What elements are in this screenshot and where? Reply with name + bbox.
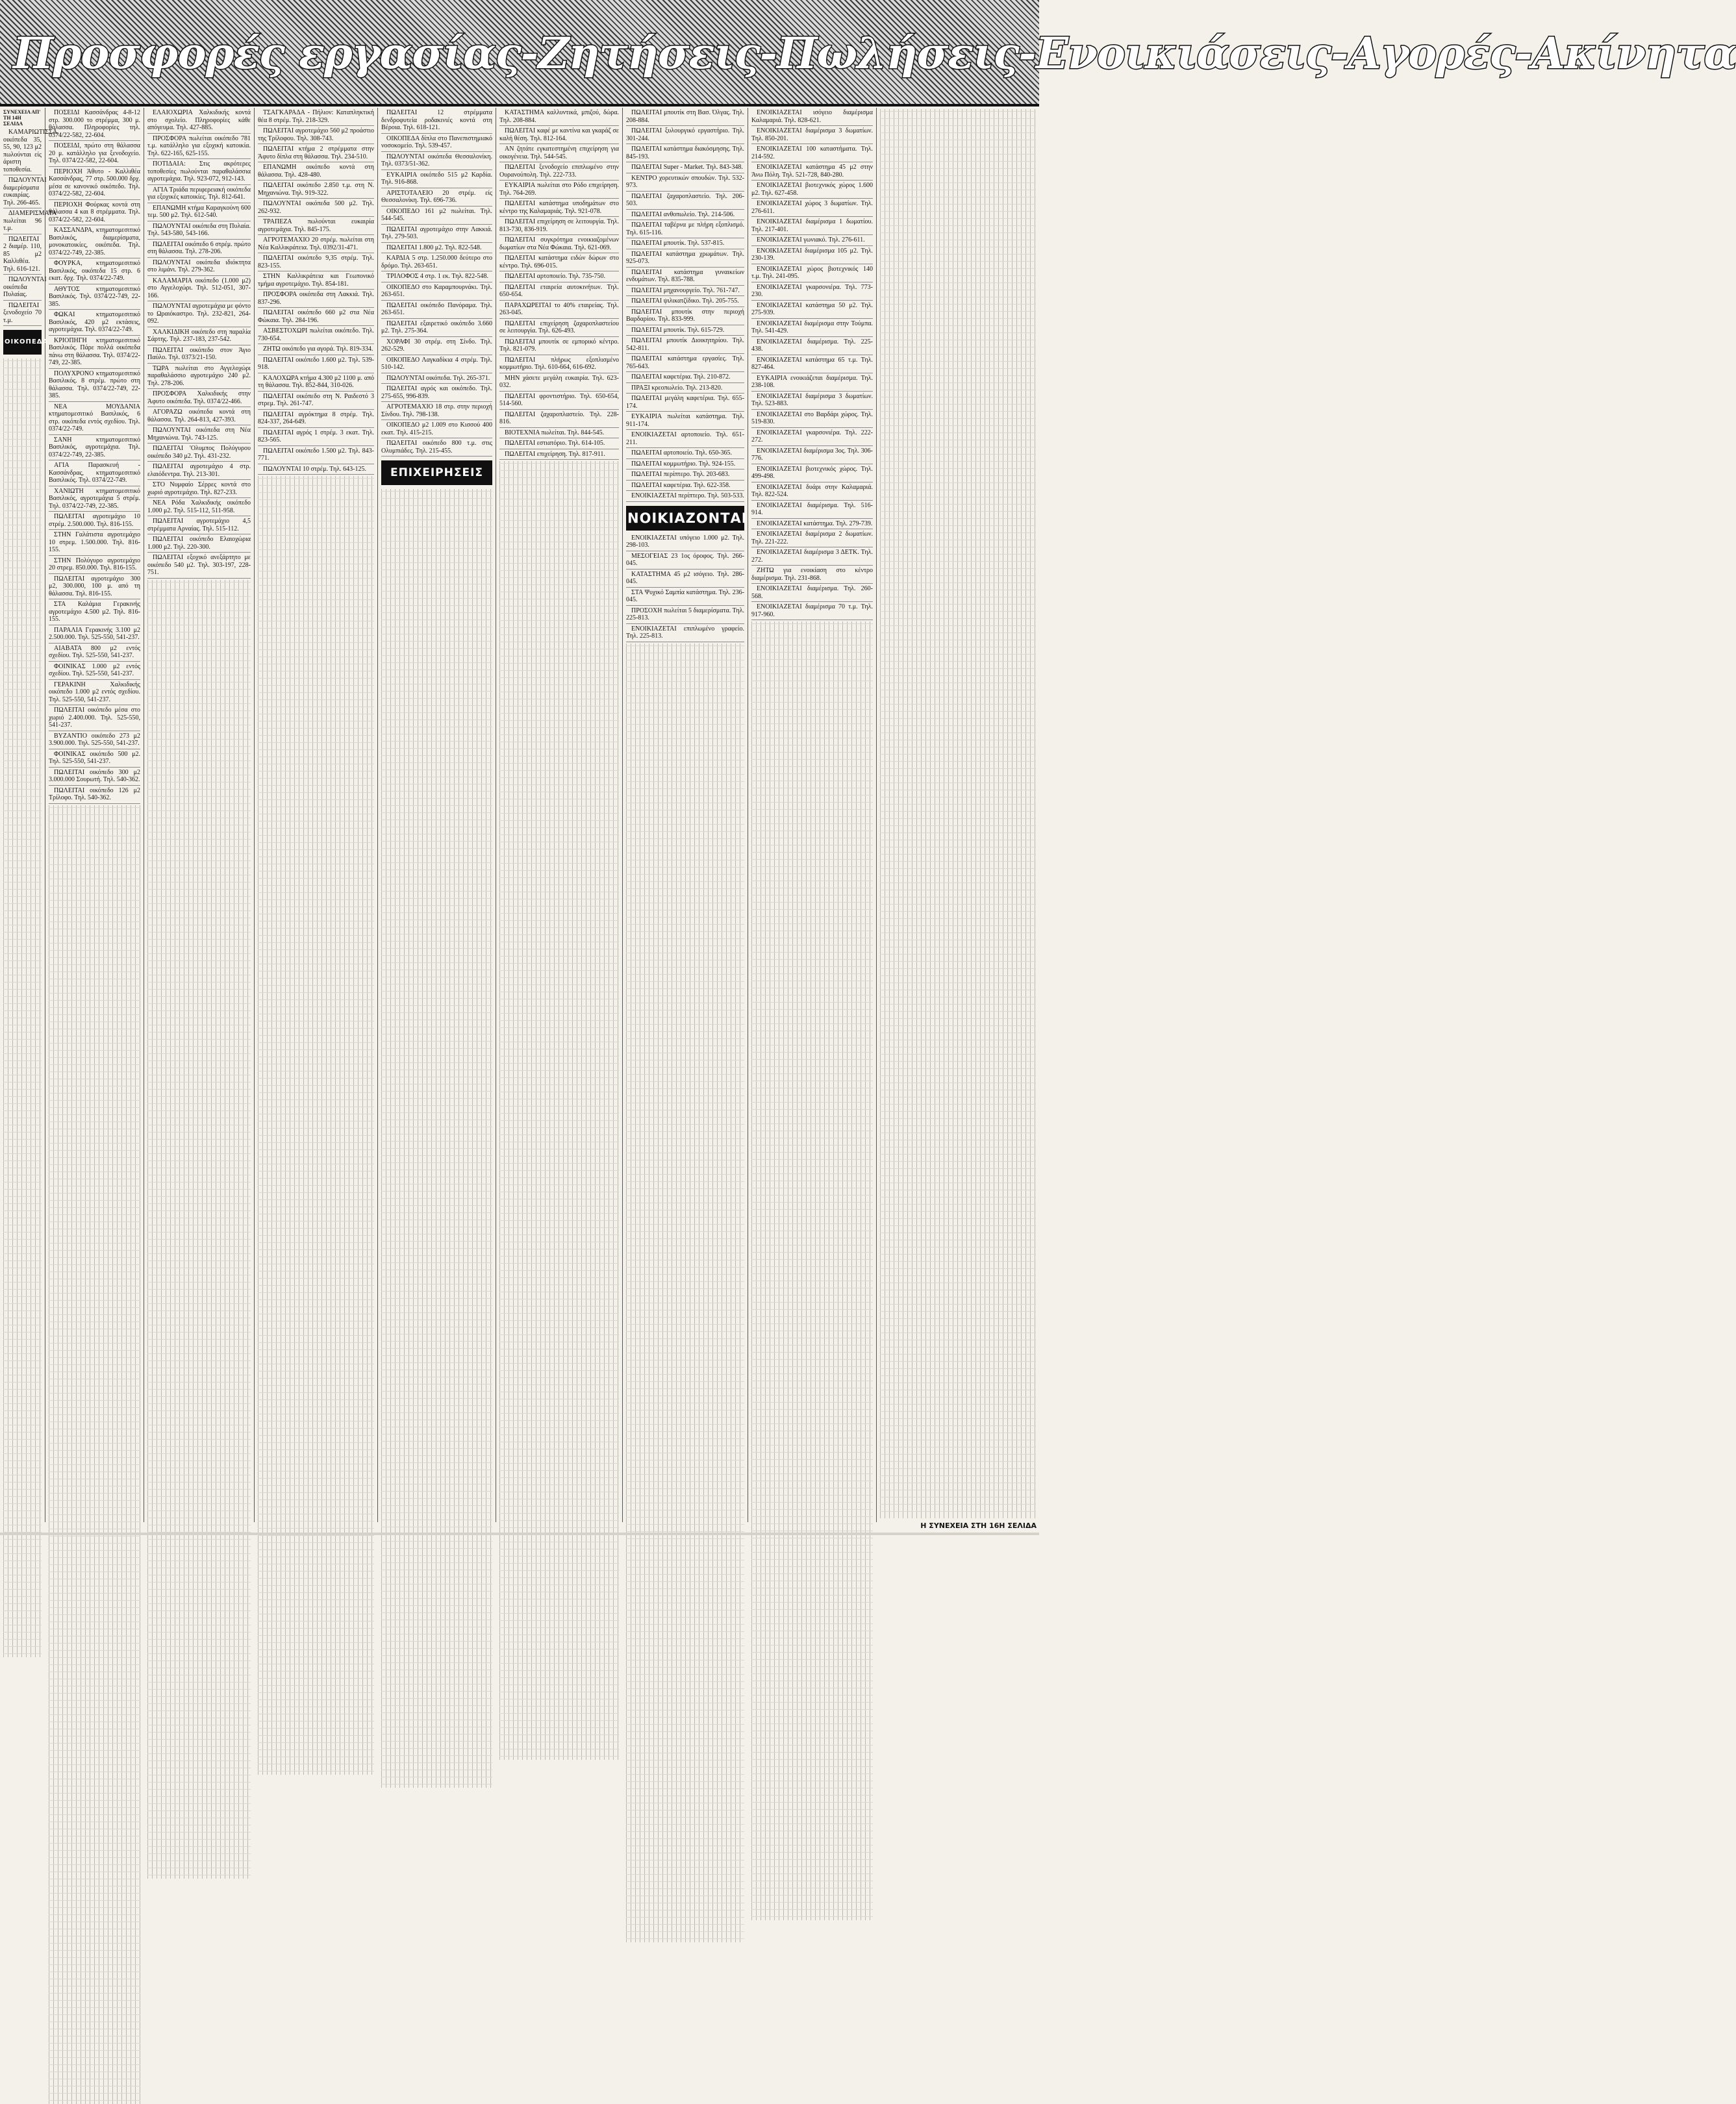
classified-ad: ΠΩΛΕΙΤΑΙ οικόπεδο 300 μ2 3.000.000 Σουρωτή. Τηλ. 540-362. [49, 769, 140, 786]
dense-text-texture [880, 109, 1036, 1518]
classified-ad: ΠΩΛΕΙΤΑΙ 1.800 μ2. Τηλ. 822-548. [381, 244, 492, 254]
classified-ad: ΟΙΚΟΠΕΔΟ μ2 1.009 στο Κισσού 400 εκατ. Τηλ. 415-215. [381, 421, 492, 438]
classified-ad: ΚΡΙΟΠΗΓΗ κτηματομεσιτικό Βασιλικός. Πάρε πολλά οικόπεδα πάνω στη θάλασσα. Τηλ. 0374/22-749, 22-385. [49, 337, 140, 369]
classified-ad: ΠΟΤΙΔΑΙΑ: Στις ακρότερες τοποθεσίες πωλούνται παραθαλάσσια αγροτεμάχια. Τηλ. 923-072, 912-143. [147, 160, 251, 185]
classified-ad: ΜΗΝ χάσετε μεγάλη ευκαιρία. Τηλ. 623-032. [499, 375, 619, 392]
classified-ad: ΕΝΟΙΚΙΑΖΕΤΑΙ γκαρσονιέρα. Τηλ. 773-230. [751, 284, 873, 301]
column-7 [748, 108, 877, 1522]
classified-ad: ΠΩΛΕΙΤΑΙ 2 διαμέρ. 110, 85 μ2 Καλλιθέα. Τηλ. 616-121. [3, 236, 42, 275]
classified-ad: ΣΤΗΝ Καλλικράτεια και Γεωπονικό τμήμα αγροτεμάχιο. Τηλ. 854-181. [258, 273, 374, 290]
classified-ad: ΠΩΛΟΥΝΤΑΙ διαμερίσματα ευκαιρίας. Τηλ. 266-465. [3, 177, 42, 208]
classified-ad: ΟΙΚΟΠΕΔΑ δίπλα στο Πανεπιστημιακό νοσοκομείο. Τηλ. 539-457. [381, 135, 492, 152]
classified-ad: ΠΩΛΕΙΤΑΙ ανθοπωλείο. Τηλ. 214-506. [626, 211, 744, 221]
classified-ad: ΕΝΟΙΚΙΑΖΕΤΑΙ διαμέρισμα 70 τ.μ. Τηλ. 917-960. [751, 603, 873, 620]
continued-to-label: Η ΣΥΝΕΧΕΙΑ ΣΤΗ 16Η ΣΕΛΙΔΑ [920, 1522, 1037, 1530]
column-6 [623, 108, 748, 1522]
classified-ad: ΠΩΛΕΙΤΑΙ μπουτίκ στην περιοχή Βαρδαρίου. Τηλ. 833-999. [626, 308, 744, 325]
classified-ad: ΕΝΟΙΚΙΑΖΕΤΑΙ διαμέρισμα. Τηλ. 225-438. [751, 338, 873, 355]
classified-ad: ΠΑΡΑΧΩΡΕΙΤΑΙ το 40% εταιρείας. Τηλ. 263-045. [499, 302, 619, 319]
classified-ad: ΠΩΛΕΙΤΑΙ οικόπεδο 660 μ2 στα Νέα Φώκαια. Τηλ. 284-196. [258, 309, 374, 326]
classified-ad: ΕΝΟΙΚΙΑΖΕΤΑΙ βιοτεχνικός χώρος 1.600 μ2. Τηλ. 627-458. [751, 182, 873, 199]
column-4 [378, 108, 496, 1522]
column-8-overflow [877, 108, 1039, 1522]
classified-ad: ΕΝΟΙΚΙΑΖΕΤΑΙ αρτοποιείο. Τηλ. 651-211. [626, 431, 744, 448]
classified-ad: ΠΩΛΕΙΤΑΙ οικόπεδο στη Ν. Ραιδεστό 3 στρεμ. Τηλ. 261-747. [258, 393, 374, 410]
classified-ad: ΕΝΟΙΚΙΑΖΕΤΑΙ διαμέρισμα 1 δωματίου. Τηλ. 217-401. [751, 218, 873, 235]
dense-text-texture [499, 461, 619, 1760]
classified-ad: ΑΓΡΟΤΕΜΑΧΙΟ 18 στρ. στην περιοχή Σίνδου. Τηλ. 798-138. [381, 403, 492, 420]
classified-ad: ΠΩΛΕΙΤΑΙ κατάστημα εργασίες. Τηλ. 765-643. [626, 355, 744, 372]
classified-ad: ΕΝΟΙΚΙΑΖΕΤΑΙ διαμέρισμα. Τηλ. 516-914. [751, 502, 873, 519]
column-3 [255, 108, 378, 1522]
classified-ad: ΠΩΛΕΙΤΑΙ καφέ με καντίνα και γκαράζ σε καλή θέση. Τηλ. 812-164. [499, 127, 619, 144]
classified-ad: ΕΝΟΙΚΙΑΖΕΤΑΙ κατάστημα. Τηλ. 279-739. [751, 520, 873, 530]
classified-ad: ΠΩΛΕΙΤΑΙ κατάστημα διακόσμησης. Τηλ. 845-193. [626, 145, 744, 162]
classified-ad: ΕΠΑΝΩΜΗ οικόπεδο κοντά στη θάλασσα. Τηλ. 428-480. [258, 164, 374, 181]
column-1 [45, 108, 144, 1522]
classified-ad: ΣΤΟ Νυμφαίο Σέρρες κοντά στο χωριό αγροτεμάχιο. Τηλ. 827-233. [147, 481, 251, 498]
classified-ad: ΠΩΛΕΙΤΑΙ οικόπεδο στον Άγιο Παύλο. Τηλ. 0373/21-150. [147, 347, 251, 364]
classified-ad: ΒΙΟΤΕΧΝΙΑ πωλείται. Τηλ. 844-545. [499, 429, 619, 439]
classified-ad: ΕΝΟΙΚΙΑΖΕΤΑΙ διαμέρισμα 3 δωματίων. Τηλ. 850-201. [751, 127, 873, 144]
section-heading-plots: ΟΙΚΟΠΕΔΑ [3, 330, 42, 355]
dense-text-texture [381, 489, 492, 1788]
classified-ad: ΑΓΡΟΤΕΜΑΧΙΟ 20 στρέμ. πωλείται στη Νέα Καλλικράτεια. Τηλ. 0392/31-471. [258, 236, 374, 253]
classified-ad: ΕΝΟΙΚΙΑΖΕΤΑΙ γκαρσονιέρα. Τηλ. 222-272. [751, 429, 873, 446]
classified-ad: ΟΙΚΟΠΕΔΟ 161 μ2 πωλείται. Τηλ. 544-545. [381, 208, 492, 225]
classified-ad: ΚΑΣΣΑΝΔΡΑ, κτηματομεσιτικό Βασιλικός, διαμερίσματα, μονοκατοικίες, οικόπεδα. Τηλ. 0374/22-749, 22-385. [49, 227, 140, 258]
classified-ad: ΠΩΛΕΙΤΑΙ μπουτίκ Διοικητηρίου. Τηλ. 542-811. [626, 337, 744, 354]
classified-ad: ΚΑΤΑΣΤΗΜΑ καλλυντικά, μπιζού, δώρα. Τηλ. 208-884. [499, 109, 619, 126]
classified-ad: ΓΕΡΑΚΙΝΗ Χαλκιδικής οικόπεδο 1.000 μ2 εντός σχεδίου. Τηλ. 525-550, 541-237. [49, 681, 140, 706]
classified-ad: ΣΑΝΗ κτηματομεσιτικό Βασιλικός, αγροτεμάχια. Τηλ. 0374/22-749, 22-385. [49, 436, 140, 461]
dense-text-texture [626, 644, 744, 1942]
classified-ad: ΠΩΛΕΙΤΑΙ μπουτίκ. Τηλ. 537-815. [626, 240, 744, 249]
classified-ad: ΕΝΟΙΚΙΑΖΕΤΑΙ χώρος 3 δωματίων. Τηλ. 276-611. [751, 200, 873, 217]
classified-ad: ΠΩΛΕΙΤΑΙ μεγάλη καφετέρια. Τηλ. 655-174. [626, 395, 744, 412]
classified-ad: ΖΗΤΩ για ενοικίαση στο κέντρο διαμέρισμα. Τηλ. 231-868. [751, 567, 873, 584]
classified-ad: ΠΩΛΕΙΤΑΙ επιχείρηση σε λειτουργία. Τηλ. 813-730, 836-919. [499, 218, 619, 235]
classified-ad: ΠΩΛΕΙΤΑΙ μηχανουργείο. Τηλ. 761-747. [626, 287, 744, 297]
classified-ad: ΤΡΑΠΕΖΑ πωλούνται ευκαιρία αγροτεμάχια. Τηλ. 845-175. [258, 218, 374, 235]
classified-ad: ΠΩΛΕΙΤΑΙ περίπτερο. Τηλ. 203-683. [626, 471, 744, 481]
classified-ad: ΤΣΑΓΚΑΡΑΔΑ - Πήλιον: Καταπληκτική θέα 8 στρέμ. Τηλ. 218-329. [258, 109, 374, 126]
classified-ad: ΠΩΛΟΥΝΤΑΙ οικόπεδα. Τηλ. 265-371. [381, 375, 492, 384]
classified-ad: ΝΕΑ ΜΟΥΔΑΝΙΑ κτηματομεσιτικό Βασιλικός, 6 στρ. οικόπεδα εντός σχεδίου. Τηλ. 0374/22-749. [49, 403, 140, 435]
classified-ad: ΠΩΛΟΥΝΤΑΙ αγροτεμάχια με φόντο το Ωραιόκαστρο. Τηλ. 232-821, 264-092. [147, 303, 251, 327]
classified-ad: ΟΙΚΟΠΕΔΟ Λαγκαδίκια 4 στρέμ. Τηλ. 510-142. [381, 357, 492, 373]
classified-ad: ΠΟΣΕΙΔΙ Κασσάνδρας 4-8-12 στρ. 300.000 το στρέμμα, 300 μ. θάλασσα. Πληροφορίες τηλ. 0374/22-582, 22-604. [49, 109, 140, 141]
classified-ad: ΠΩΛΕΙΤΑΙ αγροτεμάχιο 10 στρέμ. 2.500.000. Τηλ. 816-155. [49, 513, 140, 530]
classified-ad: ΠΡΟΣΟΧΗ πωλείται 5 διαμερίσματα. Τηλ. 225-813. [626, 607, 744, 624]
classified-ad: ΕΝΟΙΚΙΑΖΕΤΑΙ περίπτερο. Τηλ. 503-533. [626, 492, 744, 502]
classified-ad: ΟΙΚΟΠΕΔΟ στο Καραμπουρνάκι. Τηλ. 263-651. [381, 284, 492, 301]
classified-ad: ΠΩΛΕΙΤΑΙ 'Ολυμπος Πολύγυρου οικόπεδο 340 μ2. Τηλ. 431-232. [147, 445, 251, 462]
classified-ad: ΑΓΙΑ Παρασκευή - Κασσάνδρας, κτηματομεσιτικό Βασιλικός. Τηλ. 0374/22-749. [49, 462, 140, 486]
classified-ad: ΠΟΣΕΙΔΙ, πρώτο στη θάλασσα 20 μ. κατάλληλο για ξενοδοχείο. Τηλ. 0374/22-582, 22-604. [49, 142, 140, 167]
classified-ad: ΑΓΙΑ Τριάδα περιφερειακή οικόπεδα για εξοχικές κατοικίες. Τηλ. 812-641. [147, 186, 251, 203]
classified-ad: ΠΩΛΕΙΤΑΙ οικόπεδο 9,35 στρέμ. Τηλ. 823-155. [258, 255, 374, 271]
classified-ad: ΠΩΛΕΙΤΑΙ επιχείρηση. Τηλ. 817-911. [499, 451, 619, 460]
classified-ad: ΠΡΑΞΙ κρεοπωλείο. Τηλ. 213-820. [626, 384, 744, 394]
classified-ad: ΠΩΛΟΥΝΤΑΙ οικόπεδα Θεσσαλονίκη. Τηλ. 0373/51-362. [381, 153, 492, 170]
classified-ad: ΚΑΤΑΣΤΗΜΑ 45 μ2 ισόγειο. Τηλ. 286-045. [626, 571, 744, 588]
classified-ad: ΠΩΛΕΙΤΑΙ μπουτίκ σε εμπορικό κέντρο. Τηλ. 821-079. [499, 338, 619, 355]
classified-ad: ΠΩΛΕΙΤΑΙ κομμωτήριο. Τηλ. 924-155. [626, 460, 744, 470]
classified-ad: ΕΝΟΙΚΙΑΖΕΤΑΙ διαμέρισμα στην Τούμπα. Τηλ. 541-429. [751, 320, 873, 337]
classified-ad: ΚΑΡΔΙΑ 5 στρ. 1.250.000 δεύτερο στο δρόμο. Τηλ. 263-651. [381, 255, 492, 271]
classified-ad: ΒΥΖΑΝΤΙΟ οικόπεδο 273 μ2 3.900.000. Τηλ. 525-550, 541-237. [49, 733, 140, 749]
classified-ad: ΕΝΟΙΚΙΑΖΕΤΑΙ κατάστημα 65 τ.μ. Τηλ. 827-464. [751, 357, 873, 373]
classified-ad: ΑΡΙΣΤΟΤΑΛΕΙΟ 20 στρέμ. είς Θεσσαλονίκη. Τηλ. 696-736. [381, 190, 492, 207]
classified-ad: ΠΩΛΕΙΤΑΙ αρτοποιείο. Τηλ. 735-750. [499, 273, 619, 282]
classified-ad: ΕΝΟΙΚΙΑΖΕΤΑΙ διαμέρισμα. Τηλ. 260-568. [751, 585, 873, 602]
classified-ad: ΠΩΛΕΙΤΑΙ μπουτίκ στη Βασ. Όλγας. Τηλ. 208-884. [626, 109, 744, 126]
continued-from-label: ΣΥΝΕΧΕΙΑ ΑΠ' ΤΗ 14Η ΣΕΛΙΔΑ [3, 109, 41, 127]
classified-ad: ΠΩΛΕΙΤΑΙ αρτοποιείο. Τηλ. 650-365. [626, 449, 744, 459]
classified-ad: ΠΩΛΕΙΤΑΙ αγροτεμάχιο 300 μ2, 300.000, 100 μ. από τη θάλασσα. Τηλ. 816-155. [49, 575, 140, 600]
classified-ad: ΠΩΛΟΥΝΤΑΙ οικόπεδα στη Πυλαία. Τηλ. 543-580, 543-166. [147, 223, 251, 240]
classified-ad: ΠΩΛΕΙΤΑΙ οικόπεδο 1.600 μ2. Τηλ. 539-918. [258, 357, 374, 373]
classified-ad: ΠΩΛΕΙΤΑΙ κτήμα 2 στρέμματα στην Άφυτο δίπλα στη θάλασσα. Τηλ. 234-510. [258, 145, 374, 162]
classified-ad: ΠΩΛΕΙΤΑΙ αγροτεμάχιο 4,5 στρέμματα Αρναίας. Τηλ. 515-112. [147, 518, 251, 534]
classified-ad: ΧΑΝΙΩΤΗ κτηματομεσιτικό Βασιλικός, αγροτεμάχια 5 στρέμ. Τηλ. 0374/22-749, 22-385. [49, 488, 140, 512]
classified-ad: ΠΩΛΕΙΤΑΙ αγρόκτημα 8 στρέμ. Τηλ. 824-337, 264-649. [258, 411, 374, 428]
classified-ad: ΠΩΛΕΙΤΑΙ κατάστημα υποδημάτων στο κέντρο της Καλαμαριάς. Τηλ. 921-078. [499, 200, 619, 217]
classified-ad: ΠΩΛΟΥΝΤΑΙ οικόπεδα ιδιόκτητα στο λιμάνι. Τηλ. 279-362. [147, 259, 251, 276]
classified-ad: ΠΩΛΕΙΤΑΙ μπουτίκ. Τηλ. 615-729. [626, 327, 744, 336]
classified-ad: ΤΩΡΑ πωλείται στο Αγγελοχώρι παραθαλάσσιο αγροτεμάχιο 240 μ2. Τηλ. 278-206. [147, 365, 251, 390]
dense-text-texture [147, 580, 251, 1879]
classifieds-columns [0, 108, 1039, 1522]
page-bottom-margin [0, 1533, 1039, 1535]
classified-ad: ΠΩΛΕΙΤΑΙ ζαχαροπλαστείο. Τηλ. 228-816. [499, 411, 619, 428]
classified-ad: ΠΩΛΕΙΤΑΙ οικόπεδο 126 μ2 Τρίλοφο. Τηλ. 540-362. [49, 787, 140, 804]
classified-ad: ΠΩΛΕΙΤΑΙ 12 στρέμματα δενδροφυτεία ροδακινιές κοντά στη Βέροια. Τηλ. 618-121. [381, 109, 492, 134]
classified-ad: ΠΩΛΕΙΤΑΙ ταβέρνα με πλήρη εξοπλισμό. Τηλ. 615-116. [626, 221, 744, 238]
classified-ad: ΠΩΛΕΙΤΑΙ αγροτεμάχιο 4 στρ. ελαιόδεντρα. Τηλ. 213-301. [147, 463, 251, 480]
classified-ad: ΕΝΟΙΚΙΑΖΕΤΑΙ ισόγειο διαμέρισμα Καλαμαριά. Τηλ. 828-621. [751, 109, 873, 126]
classified-ad: ΝΕΑ Ρόδα Χαλκιδικής οικόπεδο 1.000 μ2. Τηλ. 515-112, 511-958. [147, 499, 251, 516]
classified-ad: ΔΙΑΜΕΡΙΣΜΑΤΑ πωλείται 96 τ.μ. [3, 210, 42, 234]
classified-ad: ΕΝΟΙΚΙΑΖΕΤΑΙ χώρος βιοτεχνικός 140 τ.μ. Τηλ. 241-095. [751, 266, 873, 282]
classified-ad: ΕΝΟΙΚΙΑΖΕΤΑΙ διαμέρισμα 3 ΔΕΤΚ. Τηλ. 272. [751, 549, 873, 566]
classified-ad: ΕΝΟΙΚΙΑΖΕΤΑΙ διαμέρισμα 105 μ2. Τηλ. 230-139. [751, 247, 873, 264]
classified-ad: ΣΤΗΝ Πολύγυρο αγροτεμάχιο 20 στρεμ. 850.000. Τηλ. 816-155. [49, 557, 140, 574]
column-2 [144, 108, 255, 1522]
classified-ad: ΠΡΟΣΦΟΡΑ πωλείται οικόπεδο 781 τ.μ. κατάλληλο για εξοχική κατοικία. Τηλ. 622-165, 625-155. [147, 135, 251, 160]
classified-ad: ΖΗΤΩ οικόπεδο για αγορά. Τηλ. 819-334. [258, 345, 374, 355]
classified-ad: ΠΩΛΕΙΤΑΙ φροντιστήριο. Τηλ. 650-654, 514-560. [499, 393, 619, 410]
classified-ad: ΠΩΛΕΙΤΑΙ αγροτεμάχιο 560 μ2 προάστιο της Τρίλοφου. Τηλ. 308-743. [258, 127, 374, 144]
classified-ad: ΦΟΥΡΚΑ, κτηματομεσιτικό Βασιλικός, οικόπεδα 15 στρ. 6 εκατ. δρχ. Τηλ. 0374/22-749. [49, 260, 140, 284]
classified-ad: ΠΩΛΕΙΤΑΙ ξενοδοχείο επιπλωμένο στην Ουρανούπολη. Τηλ. 222-733. [499, 164, 619, 181]
classified-ad: ΦΟΙΝΙΚΑΣ οικόπεδο 500 μ2. Τηλ. 525-550, 541-237. [49, 751, 140, 768]
classified-ad: ΕΝΟΙΚΙΑΖΕΤΑΙ κατάστημα 50 μ2. Τηλ. 275-939. [751, 302, 873, 319]
classified-ad: ΠΩΛΕΙΤΑΙ οικόπεδο 2.850 τ.μ. στη Ν. Μηχανιώνα. Τηλ. 919-322. [258, 182, 374, 199]
classified-ad: ΚΕΝΤΡΟ χορευτικών σπουδών. Τηλ. 532-973. [626, 175, 744, 192]
classified-ad: ΠΩΛΕΙΤΑΙ καφετέρια. Τηλ. 210-872. [626, 373, 744, 383]
classified-ad: ΦΟΙΝΙΚΑΣ 1.000 μ2 εντός σχεδίου. Τηλ. 525-550, 541-237. [49, 663, 140, 680]
classified-ad: ΠΩΛΕΙΤΑΙ ζαχαροπλαστείο. Τηλ. 206-503. [626, 193, 744, 210]
classified-ad: ΠΩΛΕΙΤΑΙ αγροτεμάχιο στην Λακκιά. Τηλ. 279-503. [381, 226, 492, 243]
classified-ad: ΑΓΟΡΑΖΩ οικόπεδα κοντά στη θάλασσα. Τηλ. 264-813, 427-393. [147, 408, 251, 425]
classified-ad: ΕΝΟΙΚΙΑΖΕΤΑΙ διαμέρισμα 3 δωματίων. Τηλ. 523-883. [751, 393, 873, 410]
classified-ad: ΣΤΑ Καλάμια Γερακινής αγροτεμάχιο 4.500 μ2. Τηλ. 816-155. [49, 601, 140, 625]
page-title: Προσφορές εργασίας-Ζητήσεις-Πωλήσεις-Ενοικιάσεις-Αγορές-Ακίνητα [13, 28, 1736, 79]
classified-ad: ΠΟΛΥΧΡΟΝΟ κτηματομεσιτικό Βασιλικός. 8 στρέμ. πρώτο στη θάλασσα. Τηλ. 0374/22-749, 22-385. [49, 370, 140, 402]
classified-ad: ΠΩΛΕΙΤΑΙ καφετέρια. Τηλ. 622-358. [626, 482, 744, 492]
classified-ad: ΚΑΛΑΜΑΡΙΑ οικόπεδο (1.000 μ2) στο Αγγελοχώρι. Τηλ. 512-051, 307-166. [147, 277, 251, 302]
classified-ad: ΤΡΙΛΟΦΟΣ 4 στρ. 1 εκ. Τηλ. 822-548. [381, 273, 492, 282]
classified-ad: ΠΩΛΕΙΤΑΙ εταιρεία αυτοκινήτων. Τηλ. 650-654. [499, 284, 619, 301]
dense-text-texture [3, 358, 42, 1657]
classified-ad: ΕΠΑΝΩΜΗ κτήμα Καραγκούνη 600 τεμ. 500 μ2. Τηλ. 612-540. [147, 205, 251, 221]
classified-ad: ΑΘΥΤΟΣ κτηματομεσιτικό Βασιλικός. Τηλ. 0374/22-749, 22-385. [49, 286, 140, 310]
classified-ad: ΑΣΒΕΣΤΟΧΩΡΙ πωλείται οικόπεδο. Τηλ. 730-654. [258, 327, 374, 344]
classified-ad: ΑΙΑΒΑΤΑ 800 μ2 εντός σχεδίου. Τηλ. 525-550, 541-237. [49, 645, 140, 662]
classified-ad: ΜΕΣΟΓΕΙΑΣ 23 1ος όροφος. Τηλ. 266-045. [626, 553, 744, 570]
dense-text-texture [49, 805, 140, 2104]
classified-ad: ΠΩΛΕΙΤΑΙ κατάστημα ειδών δώρων στο κέντρο. Τηλ. 696-015. [499, 255, 619, 271]
classified-ad: ΕΝΟΙΚΙΑΖΕΤΑΙ υπόγειο 1.000 μ2. Τηλ. 298-103. [626, 534, 744, 551]
classified-ad: ΠΩΛΕΙΤΑΙ οικόπεδο 6 στρέμ. πρώτο στη θάλασσα. Τηλ. 278-206. [147, 241, 251, 258]
dense-text-texture [751, 621, 873, 1920]
classified-ad: ΠΡΟΣΦΟΡΑ Χαλκιδικής στην Άφυτο οικόπεδα. Τηλ. 0374/22-466. [147, 390, 251, 407]
classified-ad: ΠΩΛΕΙΤΑΙ εξαιρετικό οικόπεδο 3.660 μ2. Τηλ. 275-364. [381, 320, 492, 337]
classified-ad: ΠΩΛΕΙΤΑΙ εστιατόριο. Τηλ. 614-105. [499, 440, 619, 449]
classified-ad: ΠΩΛΟΥΝΤΑΙ οικόπεδα στη Νέα Μηχανιώνα. Τηλ. 743-125. [147, 427, 251, 444]
classified-ad: ΠΩΛΕΙΤΑΙ οικόπεδο μέσα στο χωριό 2.400.000. Τηλ. 525-550, 541-237. [49, 707, 140, 731]
section-heading-rentals: ΝΟΙΚΙΑΖΟΝΤΑΙ [626, 506, 744, 531]
classified-ad: ΠΩΛΕΙΤΑΙ ψιλικατζίδικο. Τηλ. 205-755. [626, 297, 744, 307]
masthead-banner [0, 0, 1736, 106]
dense-text-texture [258, 476, 374, 1775]
column-edge [0, 108, 59, 1522]
column-5 [496, 108, 623, 1522]
classified-ad: ΕΝΟΙΚΙΑΖΕΤΑΙ γωνιακό. Τηλ. 276-611. [751, 236, 873, 246]
classified-ad: ΠΡΟΣΦΟΡΑ οικόπεδα στη Λακκιά. Τηλ. 837-296. [258, 291, 374, 308]
classified-ad: ΠΩΛΕΙΤΑΙ αγρός και οικόπεδο. Τηλ. 275-655, 996-839. [381, 385, 492, 402]
classified-ad: ΠΑΡΑΛΙΑ Γερακινής 3.100 μ2 2.500.000. Τηλ. 525-550, 541-237. [49, 627, 140, 644]
classified-ad: ΠΩΛΕΙΤΑΙ ξενοδοχείο 70 τ.μ. [3, 302, 42, 327]
classified-ad: ΕΝΟΙΚΙΑΖΕΤΑΙ βιοτεχνικός χώρος. Τηλ. 499-498. [751, 466, 873, 482]
classified-ad: ΠΩΛΕΙΤΑΙ οικόπεδο Πανόραμα. Τηλ. 263-651. [381, 302, 492, 319]
classified-ad: ΕΝΟΙΚΙΑΖΕΤΑΙ 100 καταστήματα. Τηλ. 214-592. [751, 145, 873, 162]
classified-ad: ΠΩΛΕΙΤΑΙ εξοχικό ανεξάρτητο με οικόπεδο 540 μ2. Τηλ. 303-197, 228-751. [147, 554, 251, 579]
classified-ad: ΚΑΜΑΡΙΩΤΙΣΣΑ, οικόπεδα 35, 55, 90, 123 μ2 πωλούνται είς άριστη τοποθεσία. [3, 129, 42, 175]
classified-ad: ΕΝΟΙΚΙΑΖΕΤΑΙ κατάστημα 45 μ2 στην Άνω Πόλη. Τηλ. 521-728, 840-280. [751, 164, 873, 181]
classified-ad: ΠΩΛΟΥΝΤΑΙ οικόπεδα 500 μ2. Τηλ. 262-932. [258, 200, 374, 217]
classified-ad: ΠΕΡΙΟΧΗ Φούρκας κοντά στη θάλασσα 4 και 8 στρέμματα. Τηλ. 0374/22-582, 22-604. [49, 201, 140, 226]
classified-ad: ΕΥΚΑΙΡΙΑ πωλείται στο Ρόδο επιχείρηση. Τηλ. 764-269. [499, 182, 619, 199]
classified-ad: ΕΝΟΙΚΙΑΖΕΤΑΙ επιπλωμένο γραφείο. Τηλ. 225-813. [626, 625, 744, 642]
classified-ad: ΧΟΡΑΦΙ 30 στρέμ. στη Σίνδο. Τηλ. 262-529. [381, 338, 492, 355]
classified-ad: ΦΩΚΑΙ κτηματομεσιτικό Βασιλικός, 420 μ2 εκτάσεις, αγροτεμάχια. Τηλ. 0374/22-749. [49, 311, 140, 336]
classified-ad: ΠΩΛΟΥΝΤΑΙ 10 στρέμ. Τηλ. 643-125. [258, 466, 374, 475]
section-heading-business: ΕΠΙΧΕΙΡΗΣΕΙΣ [381, 460, 492, 485]
classified-ad: ΣΤΑ Ψυχικό Σαμπία κατάστημα. Τηλ. 236-045. [626, 589, 744, 606]
classified-ad: ΕΝΟΙΚΙΑΖΕΤΑΙ στο Βαρδάρι χώρος. Τηλ. 519-830. [751, 411, 873, 428]
classified-ad: ΑΝ ζητάτε εγκατεστημένη επιχείρηση για οικογένεια. Τηλ. 544-545. [499, 145, 619, 162]
classified-ad: ΧΑΛΚΙΔΙΚΗ οικόπεδο στη παραλία Σάρτης. Τηλ. 237-183, 237-542. [147, 329, 251, 345]
classified-ad: ΠΩΛΕΙΤΑΙ ξυλουργικό εργαστήριο. Τηλ. 301-244. [626, 127, 744, 144]
classified-ad: ΠΩΛΟΥΝΤΑΙ οικόπεδα Πυλαίας. [3, 276, 42, 301]
classified-ad: ΠΩΛΕΙΤΑΙ κατάστημα γυναικείων ενδυμάτων. Τηλ. 835-788. [626, 269, 744, 286]
classified-ad: ΠΩΛΕΙΤΑΙ Super - Market. Τηλ. 843-348. [626, 164, 744, 173]
classified-ad: ΕΥΚΑΙΡΙΑ ενοικιάζεται διαμέρισμα. Τηλ. 238-108. [751, 375, 873, 392]
classified-ad: ΣΤΗΝ Γαλάτιστα αγροτεμάχιο 10 στρεμ. 1.500.000. Τηλ. 816-155. [49, 531, 140, 556]
classified-ad: ΠΩΛΕΙΤΑΙ συγκρότημα ενοικιαζομένων δωματίων στα Νέα Φώκαια. Τηλ. 621-069. [499, 236, 619, 253]
classified-ad: ΠΩΛΕΙΤΑΙ οικόπεδο Ελαιοχώρια 1.000 μ2. Τηλ. 220-300. [147, 536, 251, 553]
classified-ad: ΠΩΛΕΙΤΑΙ επιχείρηση ζαχαροπλαστείου σε λειτουργία. Τηλ. 626-493. [499, 320, 619, 337]
classified-ad: ΕΝΟΙΚΙΑΖΕΤΑΙ δυάρι στην Καλαμαριά. Τηλ. 822-524. [751, 484, 873, 501]
classified-ad: ΚΑΛΟΧΩΡΑ κτήμα 4.300 μ2 1100 μ. από τη θάλασσα. Τηλ. 852-844, 310-026. [258, 375, 374, 392]
classified-ad: ΕΥΚΑΙΡΙΑ οικόπεδο 515 μ2 Καρδία. Τηλ. 916-868. [381, 171, 492, 188]
classified-ad: ΠΩΛΕΙΤΑΙ οικόπεδο 1.500 μ2. Τηλ. 843-771. [258, 447, 374, 464]
classified-ad: ΠΩΛΕΙΤΑΙ οικόπεδο 800 τ.μ. στις Ολυμπιάδες. Τηλ. 215-455. [381, 440, 492, 457]
classified-ad: ΕΝΟΙΚΙΑΖΕΤΑΙ διαμέρισμα 3ος. Τηλ. 306-776. [751, 447, 873, 464]
classified-ad: ΕΝΟΙΚΙΑΖΕΤΑΙ διαμέρισμα 2 δωματίων. Τηλ. 221-222. [751, 531, 873, 547]
classified-ad: ΕΥΚΑΙΡΙΑ πωλείται κατάστημα. Τηλ. 911-174. [626, 413, 744, 430]
classified-ad: ΠΩΛΕΙΤΑΙ πλήρως εξοπλισμένο κομμωτήριο. Τηλ. 610-664, 616-692. [499, 357, 619, 373]
classified-ad: ΠΩΛΕΙΤΑΙ αγρός 1 στρέμ. 3 εκατ. Τηλ. 823-565. [258, 429, 374, 446]
classified-ad: ΠΩΛΕΙΤΑΙ κατάστημα χρωμάτων. Τηλ. 925-073. [626, 251, 744, 268]
classified-ad: ΠΕΡΙΟΧΗ Άθυτο - Καλλιθέα Κασσάνδρας, 77 στρ. 500.000 δρχ. μέσα σε κανονικό οικόπεδο. Τηλ. 0374/22-582, 22-604. [49, 168, 140, 200]
classified-ad: ΕΛΑΙΟΧΩΡΙΑ Χαλκιδικής κοντά στο σχολείο. Πληροφορίες κάθε απόγευμα. Τηλ. 427-885. [147, 109, 251, 134]
